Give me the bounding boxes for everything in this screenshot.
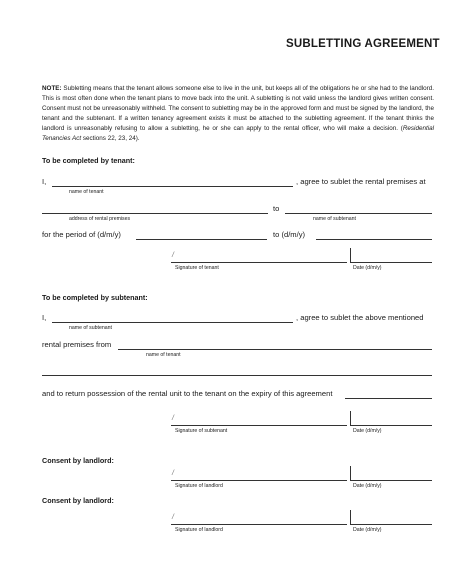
subtenant-name-field[interactable] bbox=[285, 213, 432, 214]
tenant-i-label: I, bbox=[42, 177, 47, 186]
subtenant-agree-text: , agree to sublet the above mentioned bbox=[296, 313, 424, 322]
subtenant-signature-mark: / bbox=[172, 415, 174, 422]
landlord-date-divider-1 bbox=[350, 466, 351, 481]
tenant-signature-mark: / bbox=[172, 252, 174, 259]
rental-address-field[interactable] bbox=[42, 213, 268, 214]
page-title: SUBLETTING AGREEMENT bbox=[286, 38, 440, 50]
landlord-date-caption-1: Date (d/m/y) bbox=[353, 483, 382, 489]
landlord-date-caption-2: Date (d/m/y) bbox=[353, 527, 382, 533]
landlord-signature-field-2[interactable] bbox=[171, 524, 347, 525]
landlord-signature-caption-2: Signature of landlord bbox=[175, 527, 223, 533]
note-act-tail: sections 22, 23, 24). bbox=[81, 135, 140, 143]
note-label: NOTE: bbox=[42, 85, 62, 92]
period-to-label: to (d/m/y) bbox=[273, 230, 306, 239]
premises-tenant-name-field[interactable] bbox=[118, 349, 432, 350]
period-label: for the period of (d/m/y) bbox=[42, 230, 121, 239]
subtenant-date-divider bbox=[350, 411, 351, 426]
landlord-date-field-2[interactable] bbox=[350, 524, 432, 525]
return-possession-text: and to return possession of the rental unit to the tenant on the expiry of this agreement bbox=[42, 389, 333, 398]
subtenant-name-caption: name of subtenant bbox=[313, 216, 356, 222]
tenant-agree-text: , agree to sublet the rental premises at bbox=[296, 177, 426, 186]
subtenant-date-caption: Date (d/m/y) bbox=[353, 428, 382, 434]
tenant-date-caption: Date (d/m/y) bbox=[353, 265, 382, 271]
note-paragraph bbox=[42, 84, 434, 145]
subtenant-signature-field[interactable] bbox=[171, 425, 347, 426]
premises-extra-line[interactable] bbox=[42, 375, 432, 376]
tenant-section-heading: To be completed by tenant: bbox=[42, 156, 135, 165]
period-start-field[interactable] bbox=[136, 239, 267, 240]
tenant-name-field[interactable] bbox=[52, 186, 293, 187]
subtenant-own-name-field[interactable] bbox=[52, 322, 293, 323]
subtenant-own-name-caption: name of subtenant bbox=[69, 325, 112, 331]
note-act: Residential Tenancies Act bbox=[42, 125, 434, 143]
landlord-date-divider-2 bbox=[350, 510, 351, 525]
tenant-signature-field[interactable] bbox=[171, 262, 347, 263]
subtenant-section-heading: To be completed by subtenant: bbox=[42, 293, 148, 302]
tenant-name-caption: name of tenant bbox=[69, 189, 104, 195]
tenant-signature-caption: Signature of tenant bbox=[175, 265, 219, 271]
address-caption: address of rental premises bbox=[69, 216, 131, 222]
subtenant-i-label: I, bbox=[42, 313, 47, 322]
tenant-to-label: to bbox=[273, 204, 280, 213]
landlord-signature-mark-2: / bbox=[172, 514, 174, 521]
rental-premises-from-label: rental premises from bbox=[42, 340, 112, 349]
landlord-signature-mark-1: / bbox=[172, 470, 174, 477]
return-date-field[interactable] bbox=[345, 398, 432, 399]
note-body: Subletting means that the tenant allows someone else to live in the unit, but keeps all of the obligations he or she had to the landlord. This is most often done when the tenant plans to move back into the unit. A subletting is not valid unless the landlord gives written consent. Consent must not be unreasonably withheld. The consent to subletting may be in the approved form and must be signed by the landlord, the tenant and the subtenant. If a written tenancy agreement exists it must be attached to the subletting agreement. If the tenant thinks the landlord is unreasonably refusing to allow a subletting, he or she can apply to the rental officer, who will make a decision. ( bbox=[42, 85, 434, 133]
subtenant-signature-caption: Signature of subtenant bbox=[175, 428, 228, 434]
tenant-date-field[interactable] bbox=[350, 262, 432, 263]
landlord-date-field-1[interactable] bbox=[350, 480, 432, 481]
tenant-date-divider bbox=[350, 248, 351, 263]
premises-tenant-caption: name of tenant bbox=[146, 352, 181, 358]
subtenant-date-field[interactable] bbox=[350, 425, 432, 426]
landlord-signature-caption-1: Signature of landlord bbox=[175, 483, 223, 489]
period-end-field[interactable] bbox=[316, 239, 432, 240]
landlord-signature-field-1[interactable] bbox=[171, 480, 347, 481]
landlord-consent-heading-2: Consent by landlord: bbox=[42, 496, 114, 505]
landlord-consent-heading-1: Consent by landlord: bbox=[42, 456, 114, 465]
